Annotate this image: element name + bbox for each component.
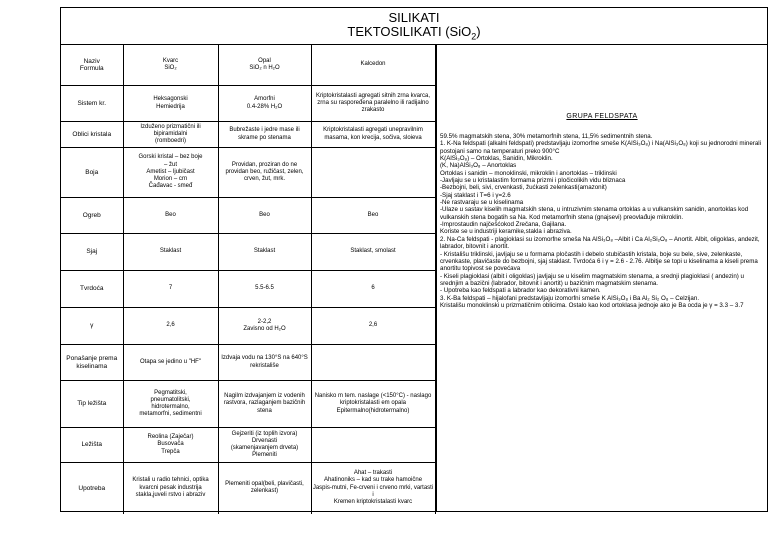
cell-opal: Nagilm izdvajanjem iz vodenih rastvora, razlaganjem bazičnih stena <box>218 381 311 428</box>
feldspar-line: -Javljaju se u kristalastim formama prizmi i pločicolikih vidu bliznaca <box>440 177 626 185</box>
feldspar-line: 1. K-Na feldspati (alkalni feldspati) predstavljaju izomorfne smeše K(AlSi₃O₈) i Na(AlSi₃O₈) koji su jednorodni minerali postojani samo na temperaturi preko 900°C <box>440 140 762 155</box>
feldspar-line: Kristališu monoklinski u prizmatičnim oblicima. Ostalo kao kod ortoklasa jednoje ako je Ba ocda je γ = 3.3 – 3.7 <box>440 301 744 309</box>
cell-kalcedon: 2,6 <box>311 308 435 345</box>
row-label: Sjaj <box>61 234 123 271</box>
cell-kalcedon: Staklast, smolast <box>311 234 435 271</box>
title-line-2-subscript: 2 <box>471 31 477 42</box>
cell-kalcedon <box>311 148 435 198</box>
header-opal-cell: Opal SiO₂ n H₂O <box>218 45 311 86</box>
feldspar-line: 3. K-Ba feldspati – hijalofani predstavljaju izomorfni smeše K AlSi₃O₈ i Ba Al₂ Si₂ O₈ – Celzijan. <box>440 294 700 302</box>
table-row <box>61 86 435 122</box>
cell-opal: Staklast <box>218 234 311 271</box>
cell-kalcedon: Kriptokristalasti agregati sitnih zrna kvarca, zrna su raspoređena paralelno ili radijalno zrakasto <box>311 86 435 122</box>
header-kalcedon-cell: Kalcedon <box>311 45 435 86</box>
cell-kalcedon: 6 <box>311 271 435 308</box>
feldspar-line: -Sjaj staklast i T=6 i γ=2.6 <box>440 191 511 199</box>
cell-kvarc: Otapa se jedino u "HF" <box>123 345 218 381</box>
table-row <box>61 308 435 345</box>
row-label: Ležišta <box>61 428 123 463</box>
cell-kvarc: Reolina (Zaječar) Busovača Trepča <box>123 428 218 463</box>
cell-opal: Gejzeriti (iz toplih izvora) Drvenasti (skamenjavanjem drveta) Plemeniti <box>218 428 311 463</box>
cell-opal: Plemeniti opal(beli, plavičasti, zelenkast) <box>218 463 311 514</box>
feldspar-line: 2. Na-Ca feldspati - plagioklasi su izomorfne smeša Na AlSi₃O₈ –Albit i Ca Al₂Si₂O₈ – Anortit. Albit, oligoklas, andezit, labrador, bitovnit i anortit. <box>440 235 760 251</box>
cell-opal: Izdvaja vodu na 130°S na 640°S rekristališe <box>218 345 311 381</box>
feldspar-line: (K, Na)AlSi₃O₈ – Anortoklas <box>440 162 517 170</box>
row-label: Ponašanje prema kiselinama <box>61 345 123 381</box>
header-label-cell: Naziv Formula <box>61 45 123 86</box>
document-frame <box>60 7 768 512</box>
cell-kvarc: Pegmatitski, pneumatolitski, hidrotermalno, metamorfni, sedimentni <box>123 381 218 428</box>
cell-kvarc: Kristali u radio tehnici, optika kvarcni pesak industrija stakla,juveli rstvo i abraziv <box>123 463 218 514</box>
silicate-table <box>61 44 436 514</box>
cell-kvarc: Beo <box>123 198 218 234</box>
feldspar-line: Ortoklas i sanidin – monoklinski, mikroklin i anortoklas – triklinski <box>440 169 617 177</box>
cell-opal: 2-2,2 Zavisno od H₂O <box>218 308 311 345</box>
row-label: Boja <box>61 148 123 198</box>
cell-kalcedon: Kriptokristalasti agregati unepravilnim masama, kon krecija, sočiva, sloieva <box>311 122 435 148</box>
header-row <box>61 45 435 86</box>
table-row <box>61 198 435 234</box>
cell-opal: Beo <box>218 198 311 234</box>
feldspar-section <box>436 44 767 511</box>
row-label: γ <box>61 308 123 345</box>
feldspar-line: -Ulaze u sastav kiselih magmatskih stena, u intruzivnim stenama ortoklas a u vulkanskim sanidin, anortoklas kod vulkanskih stena bogatih sa Na. Kod metamorfnih stena (gnajsevi) preovlađuje mikroklin. <box>440 206 749 221</box>
title-line-2 <box>61 25 767 44</box>
feldspar-text <box>440 133 765 309</box>
row-label: Ogreb <box>61 198 123 234</box>
cell-kalcedon <box>311 345 435 381</box>
cell-kvarc: Izduženo prizmatični ili bipiramidalni (romboedri) <box>123 122 218 148</box>
feldspar-line: Koriste se u industriji keramike,stakla i abraziva. <box>440 228 572 236</box>
cell-kvarc: Heksagonski Hemiedrija <box>123 86 218 122</box>
cell-kalcedon <box>311 428 435 463</box>
cell-opal: Bubrežaste i jedre mase ili skrame po stenama <box>218 122 311 148</box>
feldspar-line: 59.5% magmatskih stena, 30% metamorfnih stena, 11,5% sedimentnih stena. <box>440 133 653 140</box>
feldspar-line: - Upotreba kao feldspati a labrador kao dekorativni kamen. <box>440 287 601 295</box>
table-row <box>61 148 435 198</box>
row-label: Tvrdoća <box>61 271 123 308</box>
cell-kvarc: 2,6 <box>123 308 218 345</box>
title-line-2-suffix: ) <box>476 24 481 39</box>
feldspar-line: - Kristališu triklinski, javljaju se u formama pločastih i debelo stubičastih kristala, boje su bele, sive, zelenkaste, crvenkaste, plavičaste do bezbojni, sjaj staklast. Tvrdoća 6 i γ = 2.6 - 2.76. Albitje se topi u kiselinama a kiseli prema anortitu topivost se povećava <box>440 250 758 273</box>
cell-kalcedon: Beo <box>311 198 435 234</box>
title-line-1: SILIKATI <box>388 10 440 25</box>
table-row <box>61 428 435 463</box>
header-kvarc-cell: Kvarc SiO₂ <box>123 45 218 86</box>
cell-kvarc: Gorski kristal – bez boje – žut Ametist – ljubičast Morion – crn Čađavac - smeđ <box>123 148 218 198</box>
feldspar-line: -Ne rastvaraju se u kiselinama <box>440 199 524 207</box>
cell-opal: Providan, proziran do ne providan beo, ružičast, zelen, crven, žut, mrk. <box>218 148 311 198</box>
cell-kalcedon: Nanisko m tem. naslage (<150°C) - naslago kriptokristalasti em opala Epitermalno(hidrotermalno) <box>311 381 435 428</box>
table-row <box>61 234 435 271</box>
feldspar-line: - Kiseli plagioklasi (albit i oligoklas) javljaju se u kiselim magmatskim stenama, a srednji plagioklasi ( andezin) u srednjim a bazični (labrador, bitovnit i anortit) u bazičnim magmatskim stenama. <box>440 272 745 287</box>
title-line-2-text: TEKTOSILIKATI (SiO <box>347 24 472 39</box>
row-label: Upotreba <box>61 463 123 514</box>
cell-kalcedon: Ahat – trakasti Ahatinoniks – kad su trake hamoične Jaspis-mutni, Fe-crveni i crveno mrki, vartasti i Kremen kriptokristalasti kvarc <box>311 463 435 514</box>
table-row <box>61 271 435 308</box>
cell-opal: 5.5-6.5 <box>218 271 311 308</box>
cell-kvarc: 7 <box>123 271 218 308</box>
row-label: Oblici kristala <box>61 122 123 148</box>
feldspar-line: -Bezbojni, beli, sivi, crvenkasti, žućkasti zelenkasti(amazonit) <box>440 184 607 192</box>
row-label: Tip ležišta <box>61 381 123 428</box>
table-row <box>61 381 435 428</box>
cell-opal: Amorfni 0.4-28% H₂O <box>218 86 311 122</box>
table-row <box>61 122 435 148</box>
feldspar-line: -Improstaudin najčešćokod Zrečana, Gajilana. <box>440 221 567 229</box>
table-row <box>61 463 435 514</box>
table-row <box>61 345 435 381</box>
feldspar-heading: GRUPA FELDSPATA <box>566 113 638 120</box>
cell-kvarc: Staklast <box>123 234 218 271</box>
feldspar-line: K(AlSi₃O₈) – Ortoklas, Sanidin, Mikroklin. <box>440 155 553 163</box>
document-title <box>61 8 767 45</box>
row-label: Sistem kr. <box>61 86 123 122</box>
